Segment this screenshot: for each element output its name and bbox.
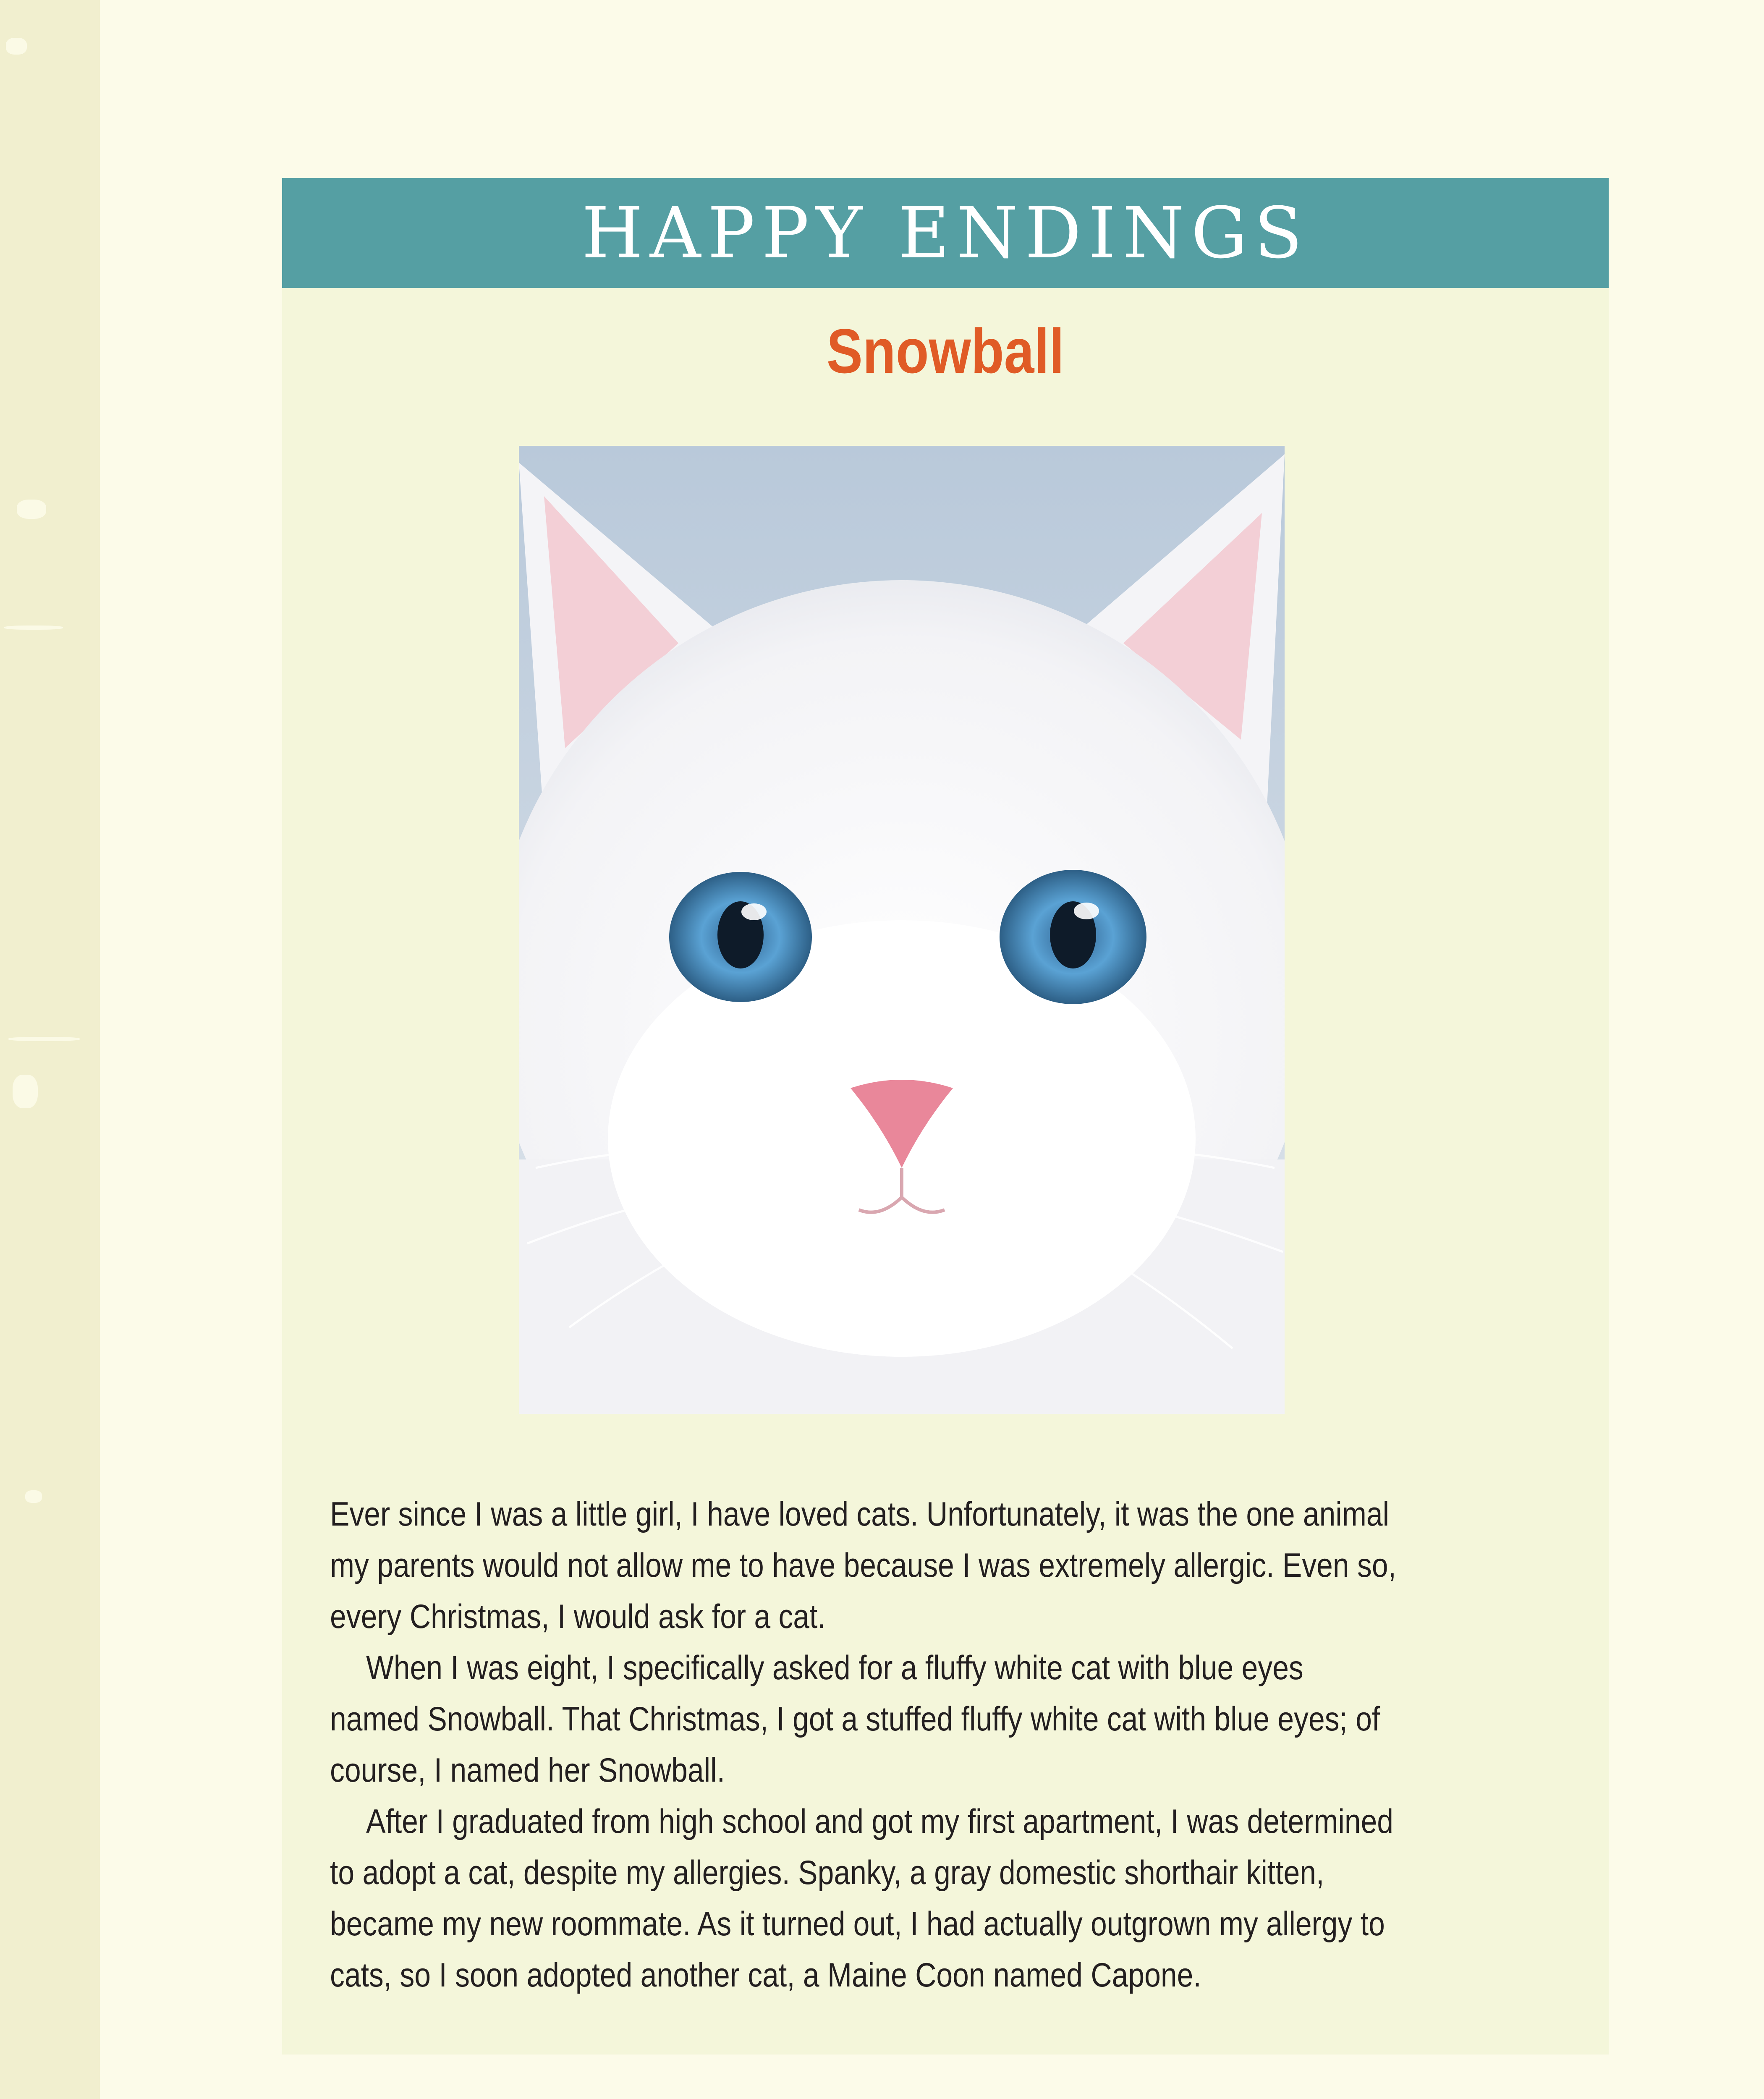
story-title: Snowball (826, 316, 1065, 386)
happy-endings-panel (282, 178, 1609, 2055)
paragraph: Ever since I was a little girl, I have loved cats. Unfortunately, it was the one animal my parents would not allow me to have because I was extremely allergic. Even so, every Christmas, I would ask for a cat. (330, 1495, 1396, 1636)
section-banner (282, 178, 1609, 288)
decorative-left-strip (0, 0, 100, 2099)
texture-speck (4, 626, 63, 630)
white-kitten-icon (519, 446, 1285, 1414)
paragraph: After I graduated from high school and got my first apartment, I was determined to adopt a cat, despite my allergies. Spanky, a gray domestic shorthair kitten, became my new roommate. As it turned out, I had actually outgrown my allergy to cats, so I soon adopted another cat, a Maine Coon named Capone. (330, 1803, 1394, 1994)
texture-speck (13, 1075, 38, 1108)
paragraph: When I was eight, I specifically asked for a fluffy white cat with blue eyes named Snowball. That Christmas, I got a stuffed fluffy white cat with blue eyes; of course, I named her Snowball. (330, 1649, 1380, 1789)
texture-speck (6, 38, 27, 55)
kitten-photo (519, 446, 1285, 1414)
texture-speck (25, 1490, 42, 1503)
story-body (330, 1489, 1581, 2001)
texture-speck (17, 500, 46, 519)
section-banner-title: HAPPY ENDINGS (581, 192, 1309, 274)
texture-speck (8, 1037, 80, 1041)
